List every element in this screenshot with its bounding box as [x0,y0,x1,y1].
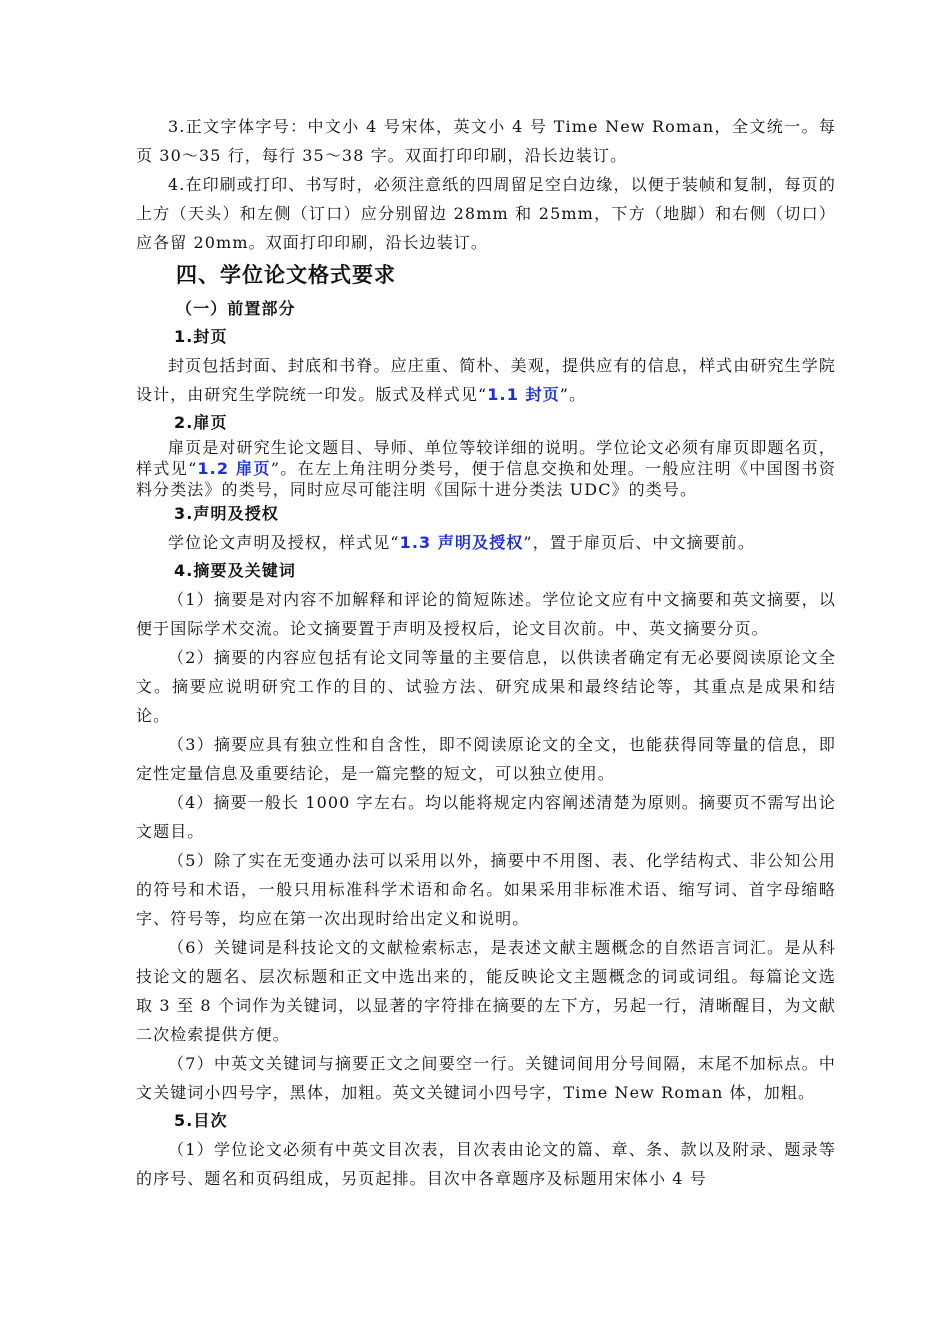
link-declaration-sample[interactable]: 1.3 声明及授权 [399,533,524,552]
paragraph-margin-rules: 4.在印刷或打印、书写时，必须注意纸的四周留足空白边缘，以便于装帧和复制，每页的上方（天头）和左侧（订口）应分别留边 28mm 和 25mm，下方（地脚）和右侧（切口）应各留 20mm。双面打印印刷，沿长边装订。 [136,175,836,252]
heading-declaration: 3.声明及授权 [174,504,279,523]
heading-cover: 1.封页 [174,327,228,346]
subsection-heading: （一）前置部分 [176,299,296,318]
heading-abstract: 4.摘要及关键词 [174,561,297,580]
paragraph-font-rules: 3.正文字体字号：中文小 4 号宋体，英文小 4 号 Time New Roman，全文统一。每页 30～35 行，每行 35～38 字。双面打印印刷，沿长边装订。 [136,117,836,165]
paragraph-toc: （1）学位论文必须有中英文目次表，目次表由论文的篇、章、条、款以及附录、题录等的序号、题名和页码组成，另页起排。目次中各章题序及标题用宋体小 4 号 [136,1140,836,1188]
abstract-item: （6）关键词是科技论文的文献检索标志，是表述文献主题概念的自然语言词汇。是从科技论文的题名、层次标题和正文中选出来的，能反映论文主题概念的词或词组。每篇论文选取 3 至 8 个词作为关键词，以显著的字符排在摘要的左下方，另起一行，清晰醒目，为文献二次检索提供方便。 [136,938,836,1044]
abstract-item: （2）摘要的内容应包括有论文同等量的主要信息，以供读者确定有无必要阅读原论文全文。摘要应说明研究工作的目的、试验方法、研究成果和最终结论等，其重点是成果和结论。 [136,648,836,725]
paragraph-title-page [136,437,836,500]
cover-text: 封页包括封面、封底和书脊。应庄重、简朴、美观，提供应有的信息，样式由研究生学院设计，由研究生学院统一印发。版式及样式见“ [136,356,836,404]
title-page-text: 扉页是对研究生论文题目、导师、单位等较详细的说明。学位论文必须有扉页即题名页，样式见“ [136,438,836,478]
heading-title-page: 2.扉页 [174,413,228,432]
paragraph-declaration [136,528,836,557]
heading-toc: 5.目次 [174,1111,228,1130]
abstract-item: （1）摘要是对内容不加解释和评论的简短陈述。学位论文应有中文摘要和英文摘要，以便于国际学术交流。论文摘要置于声明及授权后，论文目次前。中、英文摘要分页。 [136,590,836,638]
cover-text-end: ”。 [559,385,587,404]
abstract-item: （7）中英文关键词与摘要正文之间要空一行。关键词间用分号间隔，末尾不加标点。中文关键词小四号字，黑体，加粗。英文关键词小四号字，Time New Roman 体，加粗。 [136,1054,836,1102]
declaration-text: 学位论文声明及授权，样式见“ [168,533,400,552]
title-page-text-end: ”。在左上角注明分类号，便于信息交换和处理。一般应注明《中国图书资料分类法》的类号，同时应尽可能注明《国际十进分类法 UDC》的类号。 [136,459,836,499]
page-content [136,112,836,1193]
abstract-item: （3）摘要应具有独立性和自含性，即不阅读原论文的全文，也能获得同等量的信息，即定性定量信息及重要结论，是一篇完整的短文，可以独立使用。 [136,735,836,783]
paragraph-cover [136,351,836,409]
section-heading: 四、学位论文格式要求 [176,263,396,287]
abstract-item: （5）除了实在无变通办法可以采用以外，摘要中不用图、表、化学结构式、非公知公用的符号和术语，一般只用标准科学术语和命名。如果采用非标准术语、缩写词、首字母缩略字、符号等，均应在第一次出现时给出定义和说明。 [136,851,836,928]
declaration-text-end: ”，置于扉页后、中文摘要前。 [523,533,756,552]
abstract-item: （4）摘要一般长 1000 字左右。均以能将规定内容阐述清楚为原则。摘要页不需写出论文题目。 [136,793,836,841]
link-title-page-sample[interactable]: 1.2 扉页 [197,459,271,478]
link-cover-sample[interactable]: 1.1 封页 [487,385,560,404]
